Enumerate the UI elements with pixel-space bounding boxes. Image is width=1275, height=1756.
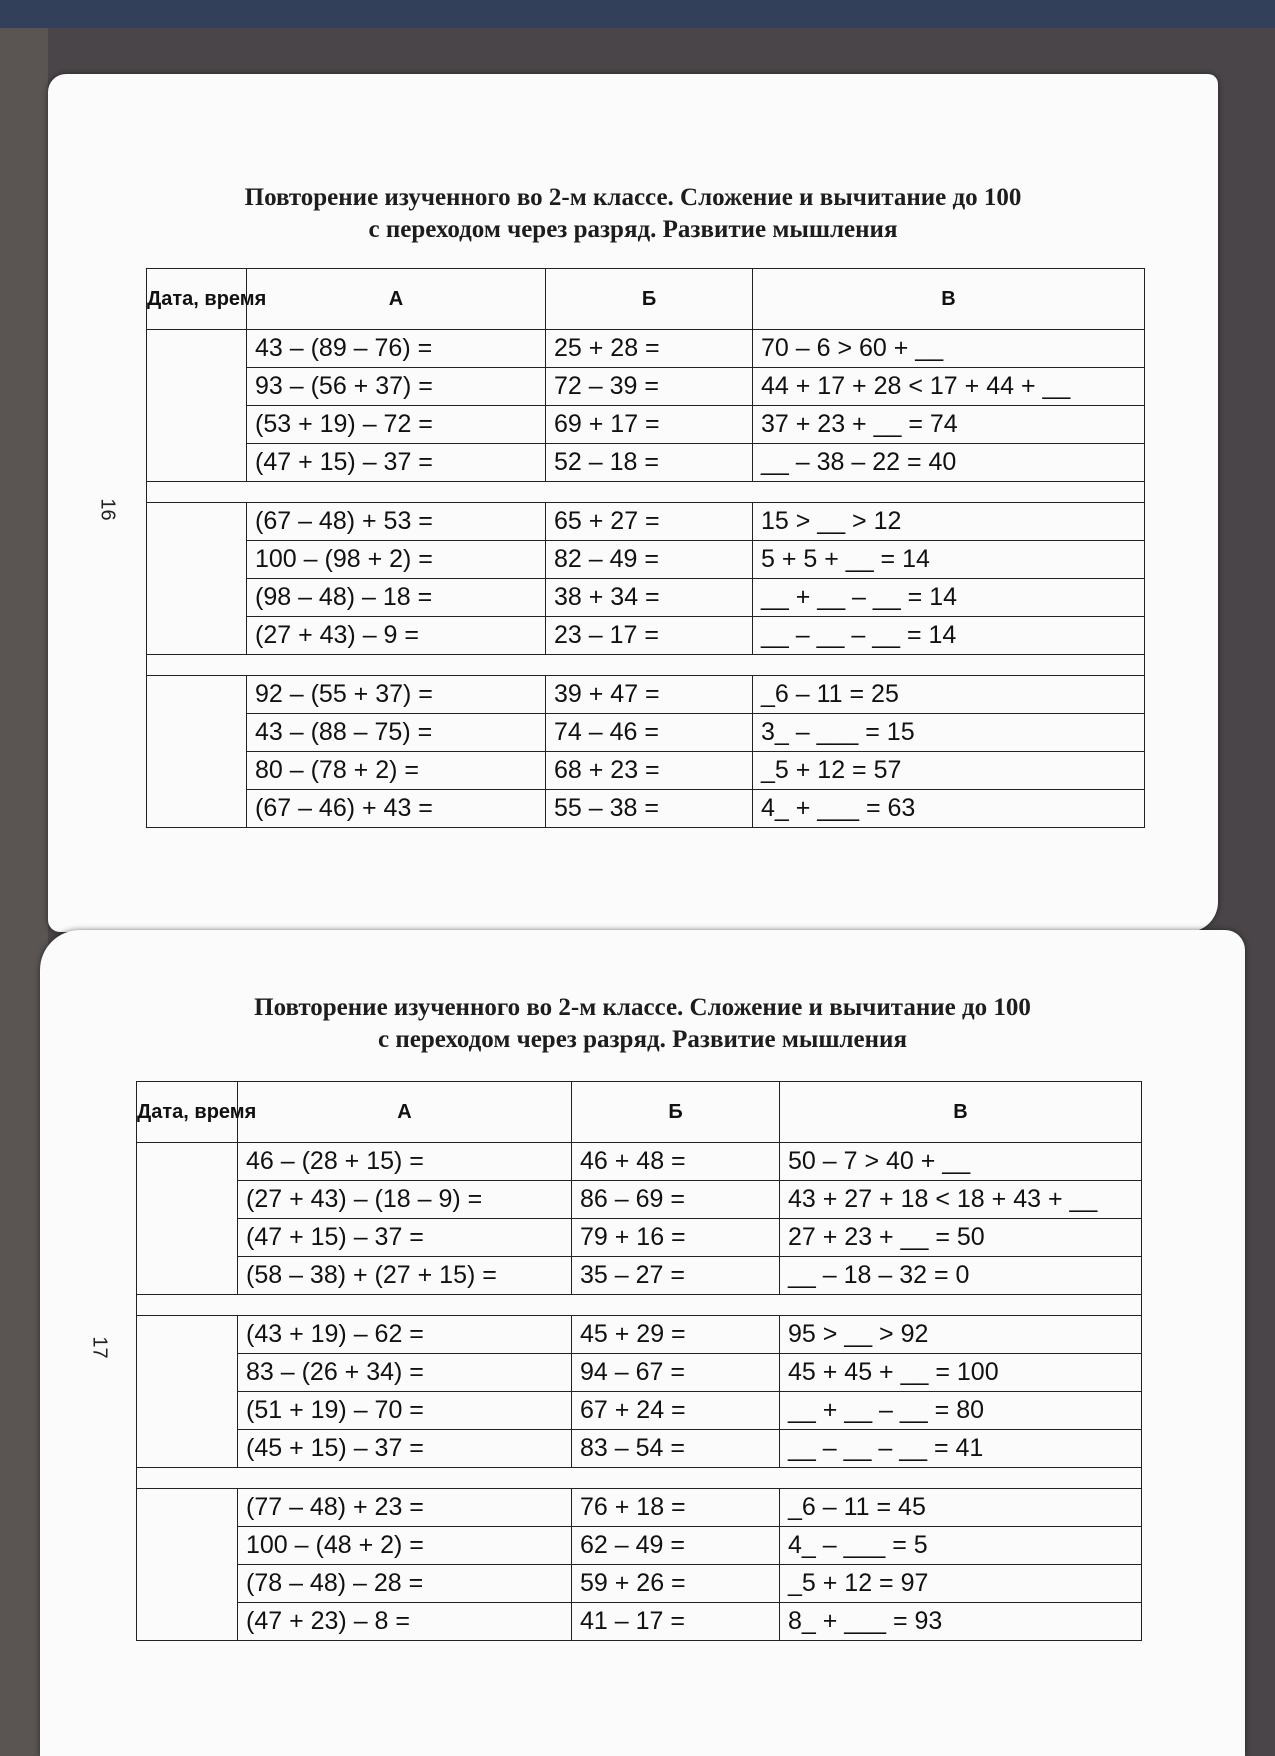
exercise-cell-a: 80 – (78 + 2) = [247, 752, 546, 790]
page-title [48, 182, 1218, 246]
exercise-cell-b: 39 + 47 = [546, 676, 753, 714]
exercise-cell-c: _5 + 12 = 57 [753, 752, 1145, 790]
exercise-cell-b: 46 + 48 = [572, 1143, 780, 1181]
exercise-row [137, 1527, 1142, 1565]
exercise-cell-a: 43 – (88 – 75) = [247, 714, 546, 752]
header-date-time: Дата, время [147, 269, 247, 330]
exercise-cell-b: 69 + 17 = [546, 406, 753, 444]
exercise-row [137, 1354, 1142, 1392]
exercise-cell-c: __ + __ – __ = 14 [753, 579, 1145, 617]
exercise-cell-c: 27 + 23 + __ = 50 [780, 1219, 1142, 1257]
group-separator [137, 1295, 1142, 1316]
exercise-cell-a: 100 – (48 + 2) = [238, 1527, 572, 1565]
exercise-cell-c: __ – __ – __ = 14 [753, 617, 1145, 655]
exercise-cell-b: 68 + 23 = [546, 752, 753, 790]
exercise-row [137, 1603, 1142, 1641]
date-time-cell[interactable] [137, 1489, 238, 1641]
title-line-1: Повторение изученного во 2-м классе. Сложение и вычитание до 100 [244, 184, 1022, 211]
exercise-row [137, 1565, 1142, 1603]
exercise-cell-a: (78 – 48) – 28 = [238, 1565, 572, 1603]
exercise-row [147, 714, 1145, 752]
exercise-cell-a: (53 + 19) – 72 = [247, 406, 546, 444]
exercise-cell-b: 45 + 29 = [572, 1316, 780, 1354]
exercise-cell-a: (47 + 15) – 37 = [247, 444, 546, 482]
exercise-cell-b: 52 – 18 = [546, 444, 753, 482]
exercise-cell-a: 43 – (89 – 76) = [247, 330, 546, 368]
exercise-cell-a: (98 – 48) – 18 = [247, 579, 546, 617]
exercise-row [147, 330, 1145, 368]
exercise-cell-a: (47 + 15) – 37 = [238, 1219, 572, 1257]
exercise-cell-c: 15 > __ > 12 [753, 503, 1145, 541]
exercise-cell-a: (67 – 48) + 53 = [247, 503, 546, 541]
table-header-row [137, 1082, 1142, 1143]
exercise-cell-a: (27 + 43) – 9 = [247, 617, 546, 655]
group-separator [137, 1468, 1142, 1489]
header-column-b: Б [546, 269, 753, 330]
page-title [40, 992, 1245, 1056]
exercise-cell-c: 5 + 5 + __ = 14 [753, 541, 1145, 579]
exercise-cell-b: 41 – 17 = [572, 1603, 780, 1641]
exercise-cell-a: 83 – (26 + 34) = [238, 1354, 572, 1392]
exercise-cell-c: __ – 38 – 22 = 40 [753, 444, 1145, 482]
exercise-row [147, 503, 1145, 541]
page-number: 16 [96, 498, 119, 521]
exercise-table [146, 268, 1145, 828]
header-column-a: А [247, 269, 546, 330]
title-line-2: с переходом через разряд. Развитие мышления [377, 1026, 907, 1053]
exercise-row [137, 1219, 1142, 1257]
exercise-cell-c: 3_ – ___ = 15 [753, 714, 1145, 752]
exercise-row [147, 368, 1145, 406]
exercise-cell-b: 25 + 28 = [546, 330, 753, 368]
exercise-row [137, 1181, 1142, 1219]
exercise-cell-a: 92 – (55 + 37) = [247, 676, 546, 714]
exercise-cell-b: 55 – 38 = [546, 790, 753, 828]
exercise-row [137, 1143, 1142, 1181]
exercise-row [137, 1316, 1142, 1354]
date-time-cell[interactable] [147, 503, 247, 655]
exercise-table [136, 1081, 1142, 1641]
exercise-row [137, 1430, 1142, 1468]
exercise-cell-b: 62 – 49 = [572, 1527, 780, 1565]
separator-cell [137, 1468, 1142, 1489]
exercise-row [147, 444, 1145, 482]
exercise-cell-b: 65 + 27 = [546, 503, 753, 541]
exercise-cell-c: _6 – 11 = 25 [753, 676, 1145, 714]
exercise-row [147, 676, 1145, 714]
title-line-1: Повторение изученного во 2-м классе. Сложение и вычитание до 100 [254, 994, 1031, 1021]
exercise-row [147, 790, 1145, 828]
header-column-c: В [780, 1082, 1142, 1143]
exercise-cell-c: _5 + 12 = 97 [780, 1565, 1142, 1603]
exercise-row [147, 406, 1145, 444]
exercise-cell-c: 70 – 6 > 60 + __ [753, 330, 1145, 368]
exercise-row [137, 1489, 1142, 1527]
exercise-cell-b: 82 – 49 = [546, 541, 753, 579]
exercise-cell-c: _6 – 11 = 45 [780, 1489, 1142, 1527]
separator-cell [137, 1295, 1142, 1316]
exercise-cell-c: __ + __ – __ = 80 [780, 1392, 1142, 1430]
exercise-row [137, 1257, 1142, 1295]
group-separator [147, 655, 1145, 676]
exercise-cell-a: (51 + 19) – 70 = [238, 1392, 572, 1430]
exercise-cell-c: 44 + 17 + 28 < 17 + 44 + __ [753, 368, 1145, 406]
worksheet-page-16 [48, 74, 1218, 932]
exercise-row [137, 1392, 1142, 1430]
separator-cell [147, 482, 1145, 503]
exercise-cell-b: 79 + 16 = [572, 1219, 780, 1257]
exercise-cell-a: (58 – 38) + (27 + 15) = [238, 1257, 572, 1295]
exercise-cell-a: (47 + 23) – 8 = [238, 1603, 572, 1641]
date-time-cell[interactable] [137, 1316, 238, 1468]
exercise-cell-b: 74 – 46 = [546, 714, 753, 752]
exercise-cell-c: 45 + 45 + __ = 100 [780, 1354, 1142, 1392]
exercise-cell-c: 8_ + ___ = 93 [780, 1603, 1142, 1641]
exercise-cell-b: 86 – 69 = [572, 1181, 780, 1219]
exercise-cell-c: 95 > __ > 92 [780, 1316, 1142, 1354]
exercise-cell-a: 46 – (28 + 15) = [238, 1143, 572, 1181]
header-date-time: Дата, время [137, 1082, 238, 1143]
exercise-cell-a: 93 – (56 + 37) = [247, 368, 546, 406]
exercise-cell-c: __ – __ – __ = 41 [780, 1430, 1142, 1468]
exercise-cell-c: 50 – 7 > 40 + __ [780, 1143, 1142, 1181]
exercise-cell-c: 43 + 27 + 18 < 18 + 43 + __ [780, 1181, 1142, 1219]
exercise-cell-c: 4_ – ___ = 5 [780, 1527, 1142, 1565]
worksheet-page-17 [40, 930, 1245, 1756]
date-time-cell[interactable] [147, 330, 247, 482]
exercise-cell-a: (67 – 46) + 43 = [247, 790, 546, 828]
group-separator [147, 482, 1145, 503]
exercise-row [147, 752, 1145, 790]
title-line-2: с переходом через разряд. Развитие мышления [368, 216, 898, 243]
exercise-cell-a: (77 – 48) + 23 = [238, 1489, 572, 1527]
exercise-cell-b: 67 + 24 = [572, 1392, 780, 1430]
exercise-cell-b: 38 + 34 = [546, 579, 753, 617]
exercise-cell-b: 59 + 26 = [572, 1565, 780, 1603]
header-column-c: В [753, 269, 1145, 330]
exercise-cell-c: __ – 18 – 32 = 0 [780, 1257, 1142, 1295]
page-number: 17 [88, 1336, 111, 1359]
exercise-cell-b: 94 – 67 = [572, 1354, 780, 1392]
date-time-cell[interactable] [147, 676, 247, 828]
exercise-row [147, 579, 1145, 617]
exercise-cell-a: (27 + 43) – (18 – 9) = [238, 1181, 572, 1219]
exercise-cell-a: (45 + 15) – 37 = [238, 1430, 572, 1468]
exercise-cell-b: 23 – 17 = [546, 617, 753, 655]
exercise-row [147, 541, 1145, 579]
exercise-cell-c: 37 + 23 + __ = 74 [753, 406, 1145, 444]
exercise-cell-b: 76 + 18 = [572, 1489, 780, 1527]
date-time-cell[interactable] [137, 1143, 238, 1295]
scanner-background-top [0, 0, 1275, 28]
exercise-cell-b: 83 – 54 = [572, 1430, 780, 1468]
exercise-cell-a: (43 + 19) – 62 = [238, 1316, 572, 1354]
exercise-cell-c: 4_ + ___ = 63 [753, 790, 1145, 828]
exercise-cell-a: 100 – (98 + 2) = [247, 541, 546, 579]
header-column-b: Б [572, 1082, 780, 1143]
header-column-a: А [238, 1082, 572, 1143]
exercise-cell-b: 72 – 39 = [546, 368, 753, 406]
exercise-row [147, 617, 1145, 655]
table-header-row [147, 269, 1145, 330]
exercise-cell-b: 35 – 27 = [572, 1257, 780, 1295]
separator-cell [147, 655, 1145, 676]
